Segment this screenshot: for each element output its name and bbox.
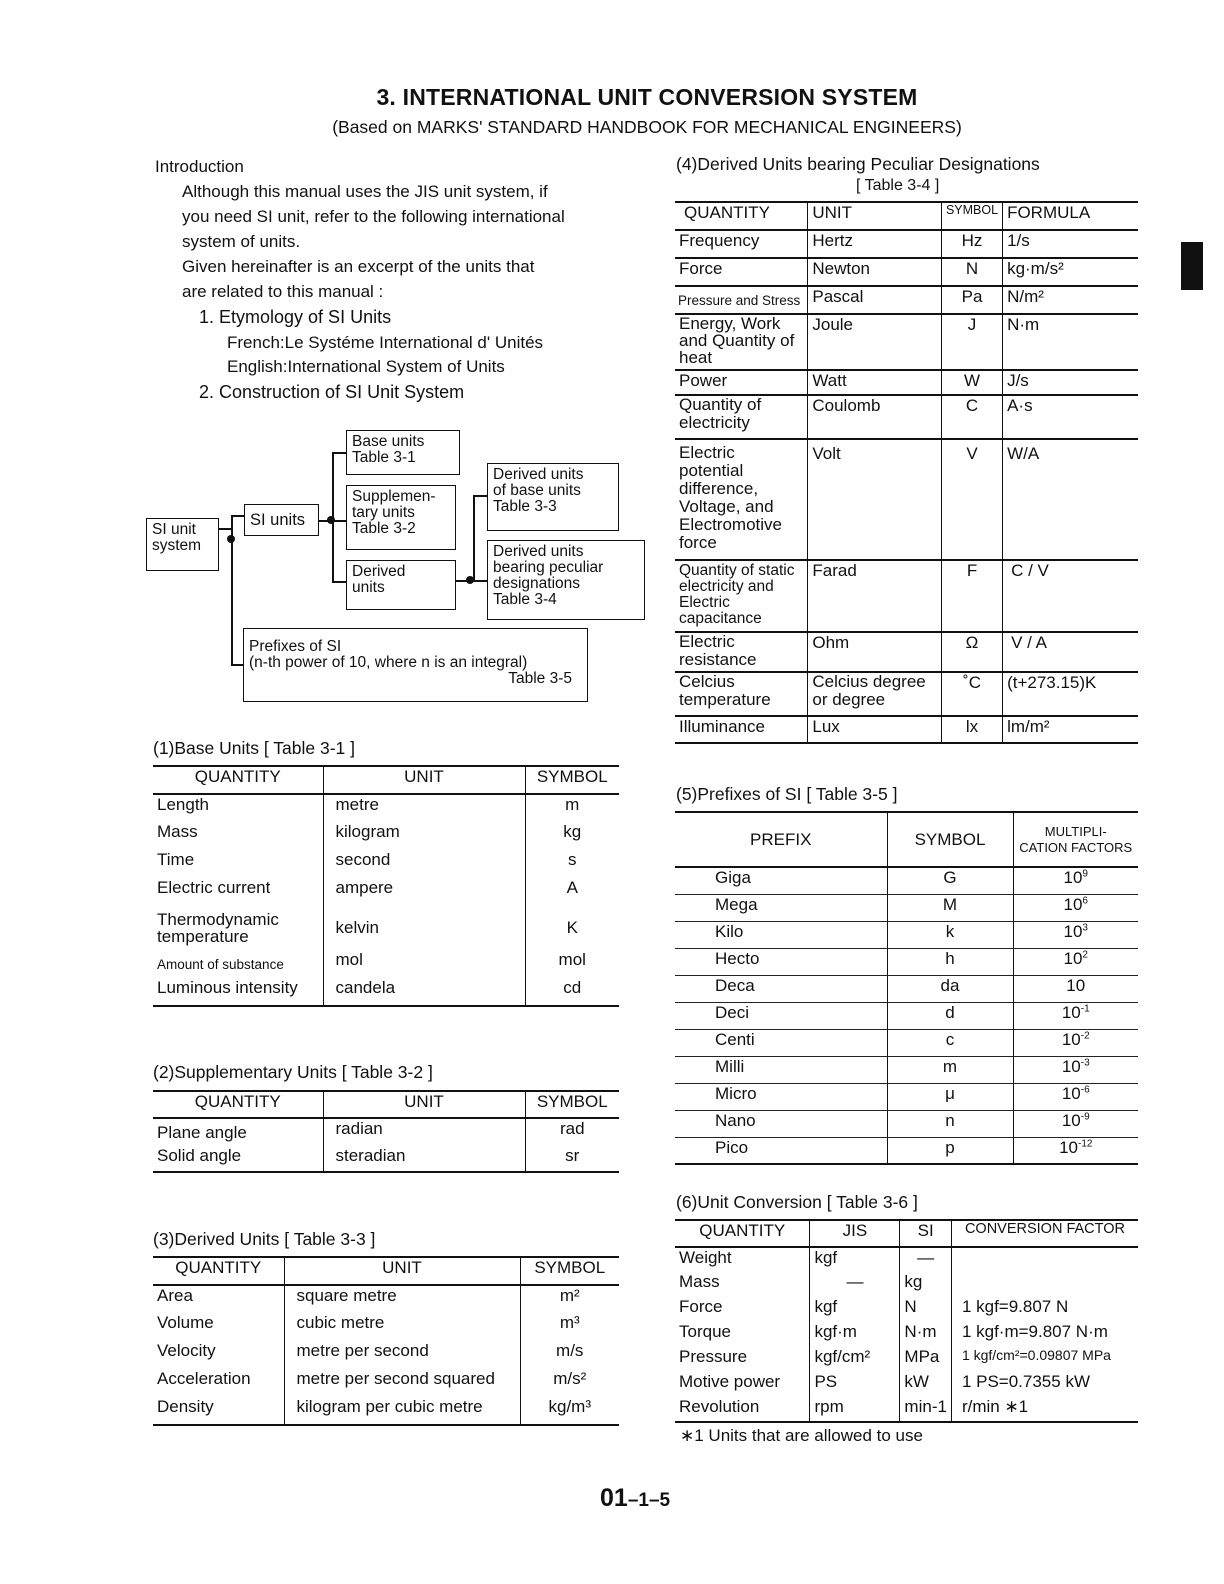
table-row: Mass — kg [675,1272,1138,1297]
table-row: Deci d $10^{-1}$ [675,1002,1138,1029]
diagram-si-units: SI units [244,504,319,536]
table-row: Mega M $10^6$ [675,894,1138,921]
table2-caption: (2)Supplementary Units [ Table 3-2 ] [153,1062,433,1082]
table-row: Plane angle radian rad [153,1118,619,1146]
intro-line-1: Although this manual uses the JIS unit system, if [182,182,548,201]
intro-item-construction: 2. Construction of SI Unit System [199,382,465,402]
page-subtitle: (Based on MARKS' STANDARD HANDBOOK FOR MECHANICAL ENGINEERS) [332,117,962,137]
table1-caption: (1)Base Units [ Table 3-1 ] [153,738,355,758]
table-row: Solid angle steradian sr [153,1146,619,1172]
table-row: Torque kgf·m N·m 1 kgf·m=9.807 N·m [675,1322,1138,1347]
table-row: Force Newton N kg·m/s² [675,258,1138,286]
table1-header-quantity: QUANTITY [153,766,323,794]
intro-french: French:Le Systéme International d' Unités [227,333,544,352]
table-row: Volume cubic metre m³ [153,1313,619,1341]
table5-caption: (5)Prefixes of SI [ Table 3-5 ] [676,784,898,804]
table4-caption: (4)Derived Units bearing Peculiar Designations [676,154,1040,174]
table-row: Kilo k $10^3$ [675,921,1138,948]
page-number-main: 01 [600,1484,628,1512]
table-row: Pico p $10^{-12}$ [675,1137,1138,1164]
table-row: Length metre m [153,794,619,822]
table-row: Time second s [153,850,619,878]
diagram-derived-base-units: Derived units of base units Table 3-3 [487,463,619,531]
diagram-si-unit-system: SI unit system [146,518,219,571]
table-row: Weight kgf — [675,1247,1138,1272]
table-row: Luminous intensity candela cd [153,978,619,1006]
intro-line-2: you need SI unit, refer to the following international [182,207,565,226]
table-row: Energy, Work and Quantity of heat Joule J N·m [675,314,1138,370]
table-row: Quantity of static electricity and Electric capacitance Farad F C / V [675,560,1138,632]
intro-heading: Introduction [155,157,244,176]
unit-conversion-table: QUANTITY JIS SI CONVERSION FACTOR Weight kgf — Mass — kg Force kgf N 1 kgf=9.807 N Torque kgf·m N·m 1 kgf·m=9.807 N·m Pressure kgf/cm² MPa 1 kgf/cm²=0.09807 MPa Motive power PS kW 1 PS=0.7355 kW Revolution rpm min-1 r/min ∗1 [675,1219,1138,1423]
table3-caption: (3)Derived Units [ Table 3-3 ] [153,1229,376,1249]
table1-header-symbol: SYMBOL [525,766,619,794]
page-number [600,1484,670,1513]
table-row: Pressure kgf/cm² MPa 1 kgf/cm²=0.09807 MPa [675,1347,1138,1372]
table-row: Celcius temperature Celcius degree or degree ˚C (t+273.15)K [675,672,1138,716]
intro-english: English:International System of Units [227,357,505,376]
table-row: Nano n $10^{-9}$ [675,1110,1138,1137]
table-row: Velocity metre per second m/s [153,1341,619,1369]
table-row: Micro μ $10^{-6}$ [675,1083,1138,1110]
table-row: Thermodynamic temperature kelvin K [153,906,619,950]
table-row: Quantity of electricity Coulomb C A·s [675,395,1138,439]
table1-header-unit: UNIT [323,766,525,794]
table-row: Area square metre m² [153,1285,619,1313]
base-units-table [153,765,619,1007]
diagram-derived-units: Derived units [346,560,456,610]
table-row: Illuminance Lux lx lm/m² [675,716,1138,743]
table-row: Giga G $10^9$ [675,867,1138,894]
page-title: 3. INTERNATIONAL UNIT CONVERSION SYSTEM [376,84,918,110]
table-row: Force kgf N 1 kgf=9.807 N [675,1297,1138,1322]
intro-line-4: Given hereinafter is an excerpt of the units that [182,257,535,276]
table-row: Revolution rpm min-1 r/min ∗1 [675,1397,1138,1422]
table-row: Frequency Hertz Hz 1/s [675,230,1138,258]
table-row: Density kilogram per cubic metre kg/m³ [153,1397,619,1425]
table-row: Electric current ampere A [153,878,619,906]
table-row: Hecto h $10^2$ [675,948,1138,975]
table-row: Deca da 10 [675,975,1138,1002]
table-row: Power Watt W J/s [675,370,1138,395]
table-row: Electric resistance Ohm Ω V / A [675,632,1138,672]
table-row: Electric potential difference, Voltage, and Electromotive force Volt V W/A [675,439,1138,560]
intro-line-3: system of units. [182,232,301,251]
table-row: Milli m $10^{-3}$ [675,1056,1138,1083]
section-tab-marker [1181,242,1203,290]
table-row: Mass kilogram kg [153,822,619,850]
derived-peculiar-table: QUANTITY UNIT SYMBOL FORMULA Frequency Hertz Hz 1/s Force Newton N kg·m/s² Pressure and Stress Pascal Pa N/m² Energy, Work and Quantity of heat Joule J N·m Power Watt W J/s Quantity of electricity Coulomb C A·s Electric potential difference, Voltage, and Electromotive force Volt V W/A Quantity of static electricity and Electric capacitance Farad F C / V Electric resistance Ohm Ω V / A Celcius temperature Celcius degree or degree ˚C (t+273.15)K Illuminance Lux lx lm/m² [675,201,1138,744]
diagram-base-units: Base units Table 3-1 [346,430,460,475]
table-row: Amount of substance mol mol [153,950,619,978]
table6-footnote: ∗1 Units that are allowed to use [680,1426,923,1445]
table-row: Pressure and Stress Pascal Pa N/m² [675,286,1138,314]
intro-item-etymology: 1. Etymology of SI Units [199,307,392,327]
diagram-derived-peculiar-units: Derived units bearing peculiar designations Table 3-4 [487,540,645,620]
supplementary-units-table: QUANTITY UNIT SYMBOL Plane angle radian rad Solid angle steradian sr [153,1090,619,1173]
derived-units-table: QUANTITY UNIT SYMBOL Area square metre m² Volume cubic metre m³ Velocity metre per second m/s Acceleration metre per second squared m/s² Density kilogram per cubic metre kg/m³ [153,1256,619,1426]
table4-subcaption: [ Table 3-4 ] [856,177,940,194]
diagram-prefixes-si: Prefixes of SI (n-th power of 10, where n is an integral) Table 3-5 [243,628,588,702]
diagram-supplementary-units: Supplemen- tary units Table 3-2 [346,485,456,550]
prefixes-table: PREFIX SYMBOL MULTIPLI- CATION FACTORS Giga G $10^9$ Mega M $10^6$ Kilo k $10^3$ Hecto h $10^2$ Deca da 10 Deci d $10^{-1}$ Centi c $10^{-2}$ Milli m $10^{-3}$ Micro μ $10^{-6}$ Nano n $10^{-9}$ Pico p $10^{-12}$ [675,811,1138,1165]
table6-caption: (6)Unit Conversion [ Table 3-6 ] [676,1192,918,1212]
table-row: Acceleration metre per second squared m/s² [153,1369,619,1397]
page-number-sub: –1–5 [627,1490,671,1511]
table-row: Motive power PS kW 1 PS=0.7355 kW [675,1372,1138,1397]
intro-line-5: are related to this manual : [182,282,384,301]
table-row: Centi c $10^{-2}$ [675,1029,1138,1056]
